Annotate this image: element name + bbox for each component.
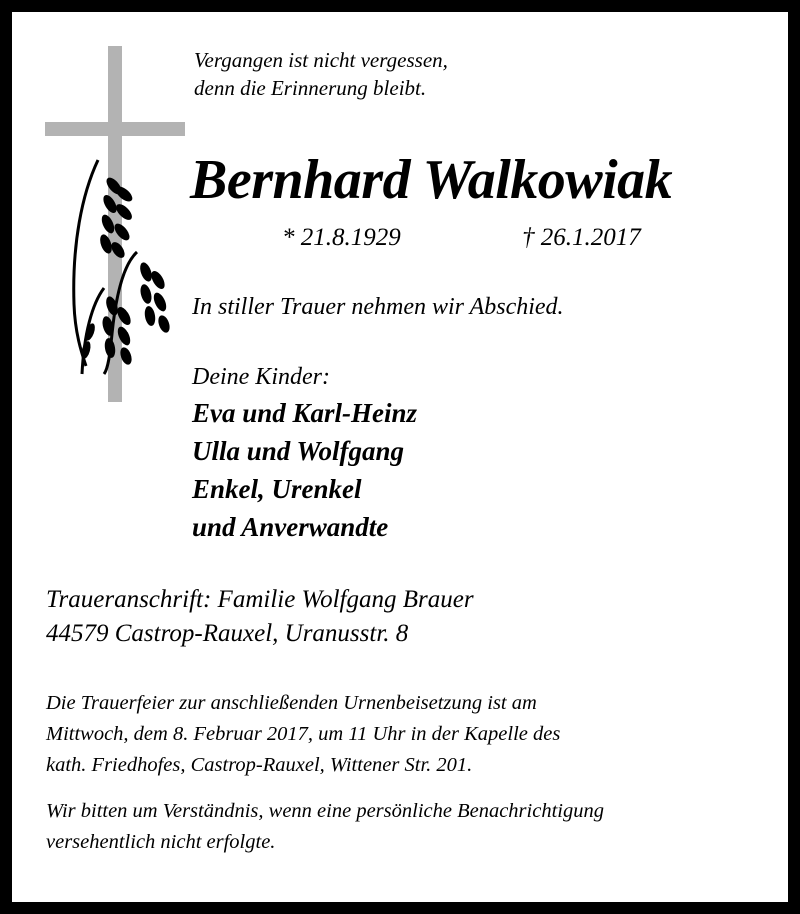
farewell-text: In stiller Trauer nehmen wir Abschied. — [192, 294, 564, 320]
notice-line: Wir bitten um Verständnis, wenn eine persönliche Benachrichtigung — [46, 800, 604, 822]
address-line: 44579 Castrop-Rauxel, Uranusstr. 8 — [46, 620, 409, 647]
cross-icon — [42, 44, 187, 406]
ceremony-line: Mittwoch, dem 8. Februar 2017, um 11 Uhr in der Kapelle des — [46, 723, 561, 745]
mourner-line: Eva und Karl-Heinz — [192, 398, 418, 428]
ceremony-text — [46, 688, 766, 781]
deceased-name: Bernhard Walkowiak — [190, 149, 673, 211]
mourner-line: Enkel, Urenkel — [192, 474, 362, 504]
motto — [194, 46, 448, 102]
notice-text — [46, 796, 766, 858]
cross-horizontal-bar — [45, 122, 185, 136]
ceremony-line: Die Trauerfeier zur anschließenden Urnenbeisetzung ist am — [46, 692, 537, 714]
mourner-line: Ulla und Wolfgang — [192, 436, 405, 466]
motto-line: denn die Erinnerung bleibt. — [194, 76, 427, 100]
wheat-icon — [74, 160, 172, 374]
address-line: Traueranschrift: Familie Wolfgang Brauer — [46, 586, 474, 613]
mourners-label: Deine Kinder: — [192, 364, 330, 390]
motto-line: Vergangen ist nicht vergessen, — [194, 48, 448, 72]
obituary-notice — [12, 12, 788, 902]
birth-date: * 21.8.1929 — [282, 224, 401, 251]
ceremony-line: kath. Friedhofes, Castrop-Rauxel, Wittener Str. 201. — [46, 754, 473, 776]
notice-line: versehentlich nicht erfolgte. — [46, 831, 276, 853]
mourner-line: und Anverwandte — [192, 512, 389, 542]
death-date: † 26.1.2017 — [522, 224, 641, 251]
